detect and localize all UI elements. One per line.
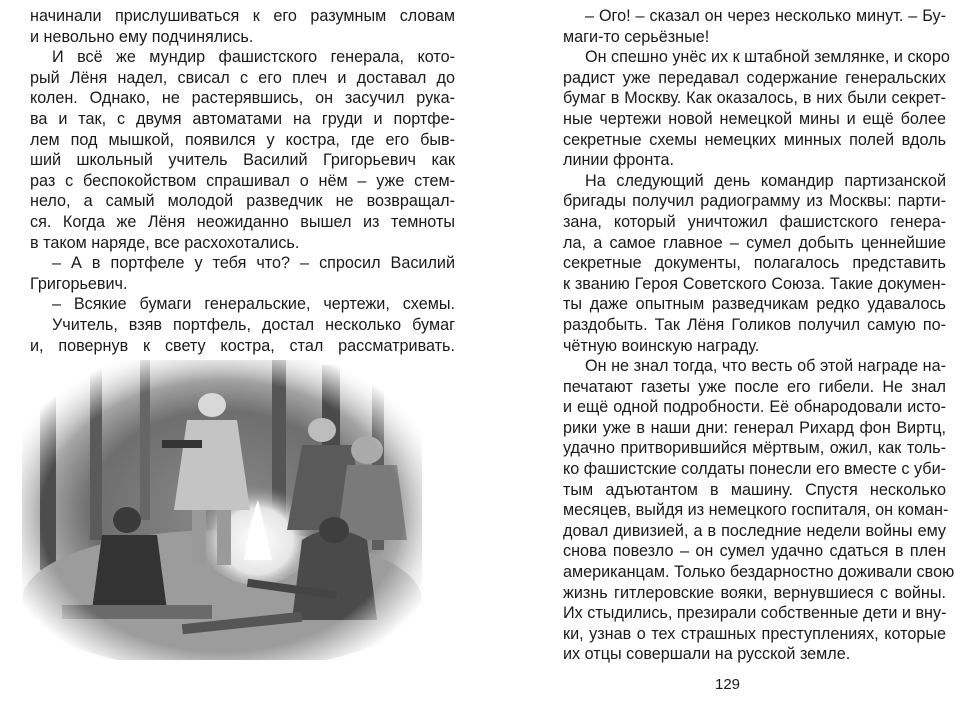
right-text-column: [563, 6, 955, 665]
text-line: месяцев, выйдя из немецкого госпиталя, он коман-: [563, 501, 949, 520]
text-line: линии фронта.: [563, 151, 675, 170]
text-line: ла, а самое главное – сумел добыть ценнейшие: [563, 233, 946, 252]
text-line: и, повернув к свету костра, стал рассматривать.: [30, 336, 455, 355]
text-line: Он не знал тогда, что весть об этой награде на-: [585, 357, 946, 376]
campfire-illustration: [22, 360, 422, 660]
text-line: Григорьевич.: [30, 274, 128, 293]
text-line: ко фашистские солдаты понесли его вместе с уби-: [563, 460, 946, 479]
text-line: ки, узнав о тех страшных преступлениях, которые: [563, 624, 946, 643]
text-line: рый Лёня надел, свисал с его плеч и доставал до: [30, 68, 455, 87]
text-line: Учитель, взяв портфель, достал несколько бумаг: [52, 315, 455, 334]
text-line: снова повезло – он сумел удачно сдаться в плен: [563, 542, 946, 561]
text-line: довал дивизией, а в последние недели войны ему: [563, 521, 946, 540]
text-line: ся. Когда же Лёня неожиданно вышел из темноты: [30, 212, 455, 231]
text-line: нело, а самый молодой разведчик не возвращал-: [30, 192, 455, 211]
text-line: чётную воинскую награду.: [563, 336, 760, 355]
text-line: – Ого! – сказал он через несколько минут. – Бу-: [585, 7, 946, 25]
page-number: 129: [714, 676, 741, 693]
text-line: и ещё одной подробности. Её обнародовали исто-: [563, 398, 946, 417]
left-text-column: [30, 6, 455, 356]
text-line: в таком наряде, все расхохотались.: [30, 233, 300, 252]
text-line: печатают газеты уже после его гибели. Не знал: [563, 377, 946, 396]
right-page: [485, 0, 970, 702]
text-line: лем под мышкой, появился у костра, где его быв-: [30, 130, 455, 149]
text-line: американцам. Только бездарностно доживали свою: [563, 563, 955, 582]
text-line: их отцы совершали на русской земле.: [563, 645, 851, 664]
text-line: Их стыдились, презирали собственные дети и вну-: [563, 604, 947, 623]
text-line: На следующий день командир партизанской: [585, 171, 946, 190]
text-line: секретные схемы немецких минных полей вдоль: [563, 130, 946, 149]
text-line: и невольно ему подчинялись.: [30, 27, 254, 46]
text-line: – Всякие бумаги генеральские, чертежи, схемы.: [52, 295, 455, 314]
text-line: начинали прислушиваться к его разумным словам: [30, 7, 455, 25]
text-line: удачно притворившийся мёртвым, ожил, как толь-: [563, 439, 946, 458]
text-line: жизнь гитлеровские вояки, вернувшиеся с войны.: [563, 583, 946, 602]
text-line: ший школьный учитель Василий Григорьевич как: [30, 151, 455, 170]
text-line: тым адъютантом в машину. Спустя несколько: [563, 480, 946, 499]
text-line: И всё же мундир фашистского генерала, кото-: [52, 48, 455, 67]
text-line: ва и так, с двумя автоматами на груди и портфе-: [30, 109, 455, 128]
text-line: бригады получил радиограмму из Москвы: парти-: [563, 192, 946, 211]
text-line: Он спешно унёс их к штабной землянке, и скоро: [585, 48, 950, 67]
text-line: раздобыть. Так Лёня Голиков получил самую по-: [563, 315, 946, 334]
text-line: зана, который уничтожил фашистского генера-: [563, 212, 946, 231]
text-line: ные чертежи новой немецкой мины и ещё более: [563, 109, 946, 128]
text-line: маги-то серьёзные!: [563, 27, 710, 46]
text-line: секретные документы, полагалось представить: [563, 254, 946, 273]
text-line: бумаг в Москву. Как оказалось, в них были секрет-: [563, 89, 946, 108]
text-line: радист уже передавал содержание генеральских: [563, 68, 946, 87]
text-line: – А в портфеле у тебя что? – спросил Василий: [52, 254, 455, 273]
text-line: ты даже опытным разведчикам редко удавалось: [563, 295, 946, 314]
text-line: раз с беспокойством спрашивал о нём – уже стем-: [30, 171, 455, 190]
text-line: колен. Однако, не растерявшись, он засучил рука-: [30, 89, 455, 108]
text-line: рики уже в наши дни: генерал Рихард фон Виртц,: [563, 418, 946, 437]
text-line: к званию Героя Советского Союза. Такие докумен-: [563, 274, 946, 293]
